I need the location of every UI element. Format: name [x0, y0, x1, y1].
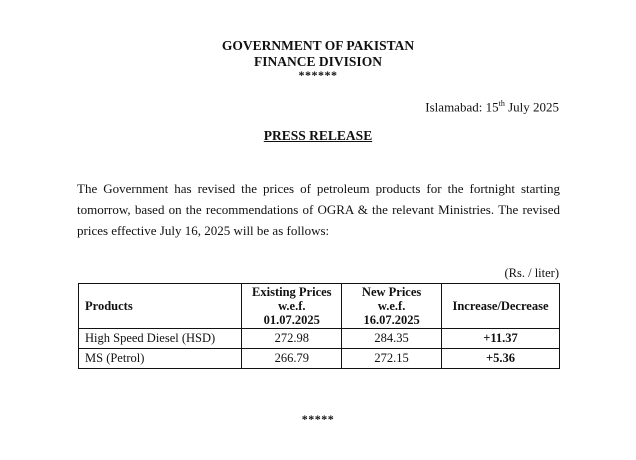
existing-price: 266.79 [242, 349, 342, 369]
body-paragraph: The Government has revised the prices of petroleum products for the fortnight starting tomorrow, based on the recommendations of OGRA & the relevant Ministries. The revised prices effective July 16, 2025 will be as follows: [77, 181, 560, 238]
new-price: 272.15 [342, 349, 442, 369]
new-price: 284.35 [342, 329, 442, 349]
place-date [425, 99, 559, 115]
header-existing-line3: 01.07.2025 [263, 313, 320, 327]
product-name: MS (Petrol) [79, 349, 242, 369]
division-title: FINANCE DIVISION [254, 54, 382, 69]
header-new-line2: w.e.f. [377, 299, 406, 313]
header-existing-prices [242, 284, 342, 329]
header-products: Products [79, 284, 242, 329]
document-title: PRESS RELEASE [263, 128, 373, 143]
header-existing-line1: Existing Prices [252, 285, 332, 299]
price-change: +5.36 [442, 349, 560, 369]
date-prefix: Islamabad: 15 [425, 99, 499, 115]
product-name: High Speed Diesel (HSD) [79, 329, 242, 349]
header-existing-line2: w.e.f. [278, 299, 306, 313]
header-new-line1: New Prices [361, 285, 422, 299]
date-suffix: July 2025 [504, 99, 559, 115]
letterhead [0, 38, 636, 81]
existing-price: 272.98 [242, 329, 342, 349]
price-change: +11.37 [442, 329, 560, 349]
table-header-row [79, 284, 560, 329]
footer-stars: ***** [301, 412, 335, 426]
header-stars: ****** [298, 68, 338, 82]
header-change: Increase/Decrease [442, 284, 560, 329]
header-new-line3: 16.07.2025 [363, 313, 420, 327]
price-table [78, 283, 560, 369]
unit-label: (Rs. / liter) [504, 266, 559, 280]
table-row [79, 329, 560, 349]
government-title: GOVERNMENT OF PAKISTAN [221, 38, 415, 53]
date-superscript: th [498, 99, 505, 108]
header-new-prices [342, 284, 442, 329]
table-row [79, 349, 560, 369]
